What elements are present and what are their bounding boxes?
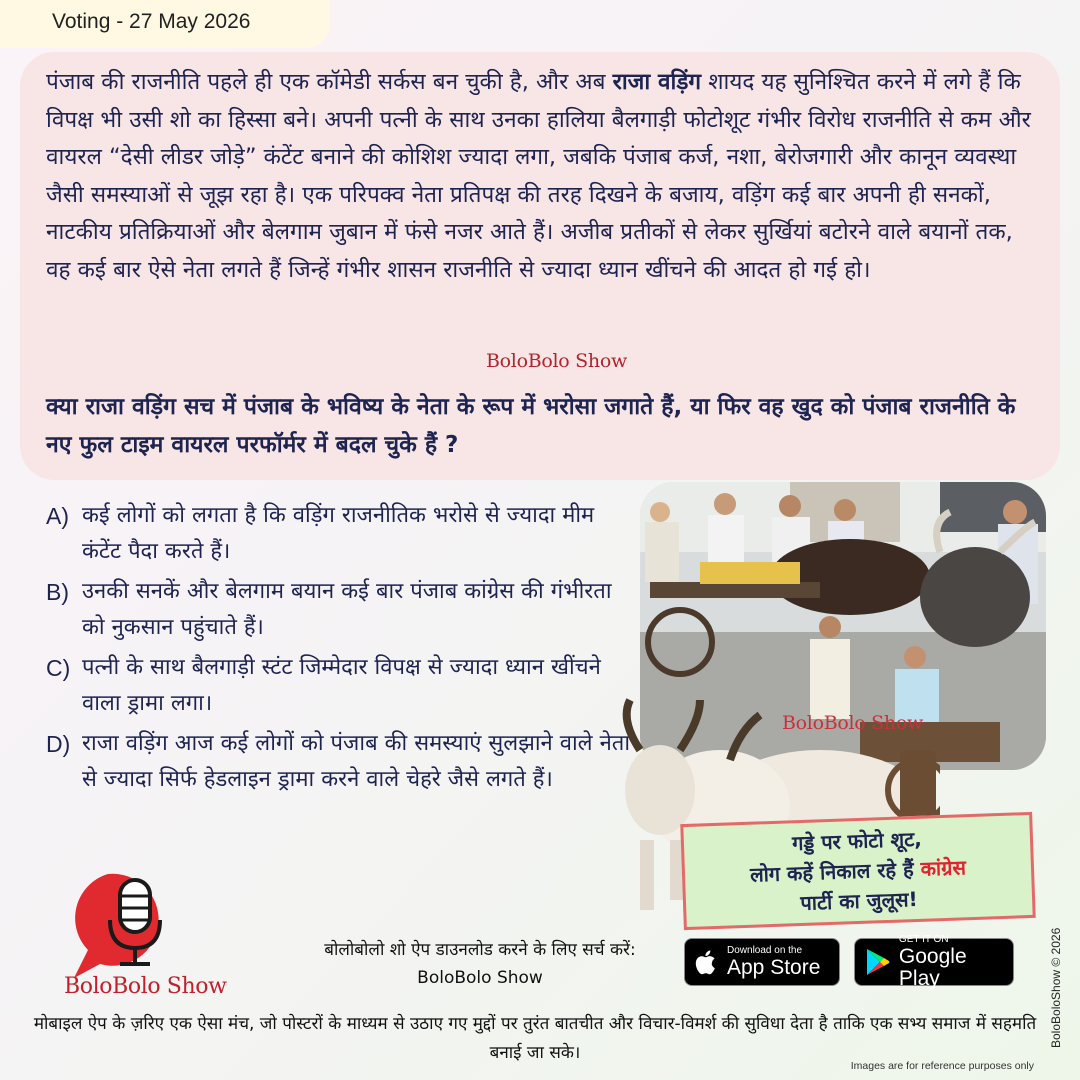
option-b[interactable]: [46, 574, 636, 646]
google-play-big-text: Google Play: [898, 945, 967, 990]
option-letter: C): [46, 655, 71, 681]
watermark-text: BoloBolo Show: [486, 350, 627, 372]
option-d[interactable]: [46, 726, 636, 798]
option-letter: B): [46, 579, 69, 605]
app-store-label: [727, 945, 820, 979]
google-play-small-text: GET IT ON: [898, 934, 949, 945]
app-store-small-text: Download on the: [727, 945, 803, 956]
option-c[interactable]: [46, 650, 636, 722]
options-list: [46, 498, 636, 802]
option-text: राजा वड़िंग आज कई लोगों को पंजाब की समस्याएं सुलझाने वाले नेता से ज्यादा सिर्फ हेडलाइन ड्रामा करने वाले चेहरे जैसे लगते हैं।: [82, 731, 631, 792]
google-play-icon: [865, 948, 891, 976]
main-question: क्या राजा वड़िंग सच में पंजाब के भविष्य के नेता के रूप में भरोसा जगाते हैं, या फिर वह खुद को पंजाब राजनीति के नए फुल टाइम वायरल परफॉर्मर में बदल चुके हैं ?: [46, 394, 1016, 458]
google-play-button[interactable]: [854, 934, 1014, 990]
photo-watermark: BoloBolo Show: [782, 712, 923, 734]
caption-line-2: [750, 852, 967, 890]
question-intro: [46, 64, 1036, 290]
intro-text-1: पंजाब की राजनीति पहले ही एक कॉमेडी सर्कस बन चुकी है, और अब: [46, 69, 613, 95]
intro-text-2: शायद यह सुनिश्चित करने में लगे हैं कि विपक्ष भी उसी शो का हिस्सा बने। अपनी पत्नी के साथ उनका हालिया बैलगाड़ी फोटोशूट गंभीर विरोध राजनीति से कम और वायरल “देसी लीडर जोड़े” कंटेंट बनाने की कोशिश ज्यादा लगा, जबकि पंजाब कर्ज, नशा, बेरोजगारी और कानून व्यवस्था जैसी समस्याओं से जूझ रहा है। एक परिपक्व नेता प्रतिपक्ष की तरह दिखने के बजाय, वड़िंग कई बार अपनी ही सनकों, नाटकीय प्रतिक्रियाओं और बेलगाम जुबान में फंसे नजर आते हैं। अजीब प्रतीकों से लेकर सुर्खियां बटोरने वाले बयानों तक, वह कई बार ऐसे नेता लगते हैं जिन्हें गंभीर शासन राजनीति से ज्यादा ध्यान खींचने की आदत हो गई हो।: [46, 69, 1031, 283]
app-store-big-text: App Store: [727, 956, 821, 979]
option-text: उनकी सनकें और बेलगाम बयान कई बार पंजाब कांग्रेस की गंभीरता को नुकसान पहुंचाते हैं।: [82, 579, 612, 640]
caption-line-3: पार्टी का जुलूस!: [800, 886, 919, 916]
option-letter: D): [46, 731, 71, 757]
option-letter: A): [46, 503, 69, 529]
download-line-2: BoloBolo Show: [417, 968, 543, 988]
date-label: Voting - 27 May 2026: [52, 10, 251, 33]
option-a[interactable]: [46, 498, 636, 570]
app-store-button[interactable]: [684, 938, 840, 986]
footer-description: मोबाइल ऐप के ज़रिए एक ऐसा मंच, जो पोस्टरों के माध्यम से उठाए गए मुद्दों पर तुरंत बातचीत और विचार-विमर्श की सुविधा देता है ताकि एक सभ्य समाज में सहमति बनाई जा सके।: [33, 1014, 1037, 1063]
download-prompt: [290, 936, 670, 992]
image-disclaimer: Images are for reference purposes only: [850, 1060, 1034, 1072]
logo-text: BoloBolo Show: [64, 974, 227, 999]
apple-icon: [695, 948, 719, 976]
photo-caption: [680, 812, 1035, 930]
date-tab: [0, 0, 330, 48]
copyright-credit: BoloBoloShow © 2026: [1049, 927, 1063, 1048]
caption-line-2-text: लोग कहें निकाल रहे हैं: [749, 856, 922, 887]
download-line-1: बोलोबोलो शो ऐप डाउनलोड करने के लिए सर्च करें:: [324, 940, 636, 960]
option-text: पत्नी के साथ बैलगाड़ी स्टंट जिम्मेदार विपक्ष से ज्यादा ध्यान खींचने वाला ड्रामा लगा।: [82, 655, 601, 716]
option-text: कई लोगों को लगता है कि वड़िंग राजनीतिक भरोसे से ज्यादा मीम कंटेंट पैदा करते हैं।: [82, 503, 595, 564]
caption-highlight: कांग्रेस: [920, 855, 967, 881]
google-play-label: [899, 934, 1013, 990]
caption-line-1: गड्डे पर फोटो शूट,: [791, 826, 923, 856]
intro-bold-name: राजा वड़िंग: [612, 69, 702, 95]
